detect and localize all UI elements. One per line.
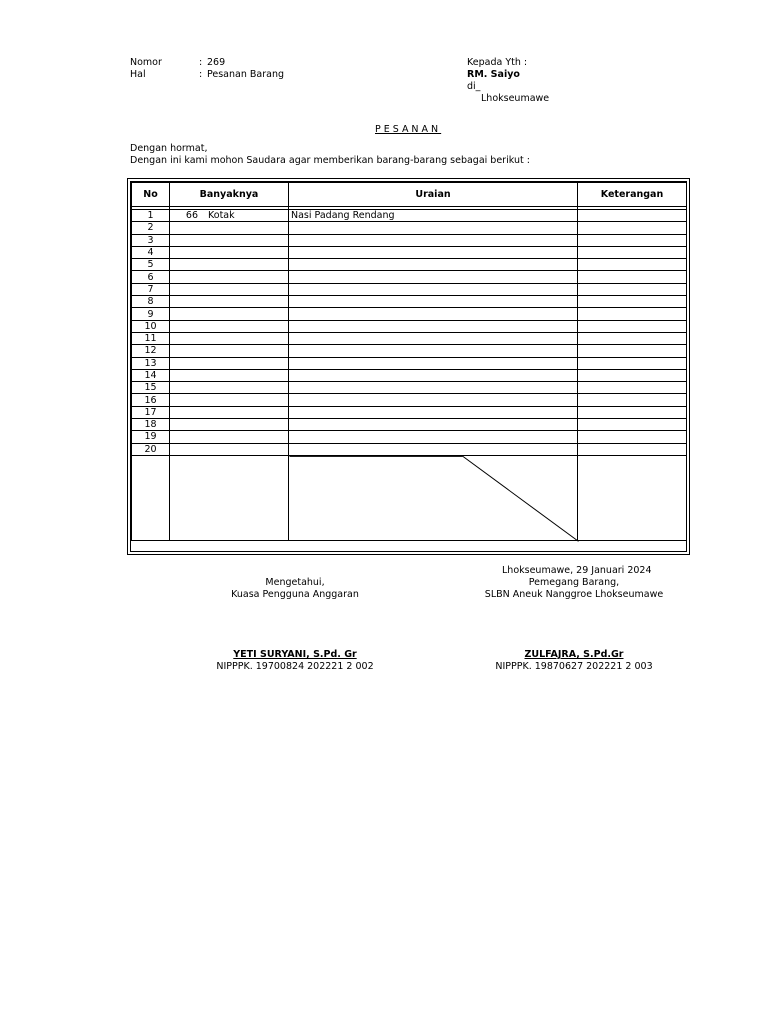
- left-sign-nip: NIPPPK. 19700824 202221 2 002: [216, 661, 374, 672]
- row-no: 1: [132, 210, 170, 222]
- intro-text: Dengan ini kami mohon Saudara agar memberikan barang-barang sebagai berikut :: [130, 155, 530, 166]
- recipient-city: Lhokseumawe: [481, 93, 550, 104]
- row-no: 9: [132, 308, 170, 320]
- row-no: 19: [132, 431, 170, 443]
- row-no: 17: [132, 406, 170, 418]
- nomor-label: Nomor: [130, 57, 162, 68]
- row-no: 8: [132, 296, 170, 308]
- diagonal-strike-line: [131, 182, 688, 553]
- row-qty-number: 66: [185, 210, 198, 222]
- left-sign-name: YETI SURYANI, S.Pd. Gr: [233, 649, 357, 660]
- right-sign-line2: SLBN Aneuk Nanggroe Lhokseumawe: [484, 589, 664, 600]
- col-header-no: No: [132, 183, 170, 207]
- row-no: 14: [132, 369, 170, 381]
- row-no: 7: [132, 283, 170, 295]
- row-no: 18: [132, 419, 170, 431]
- row-no: 16: [132, 394, 170, 406]
- recipient-name: RM. Saiyo: [467, 69, 520, 80]
- kepada-label: Kepada Yth :: [467, 57, 528, 68]
- col-header-desc: Uraian: [289, 183, 578, 207]
- row-no: 5: [132, 259, 170, 271]
- row-qty-unit: Kotak: [208, 210, 235, 222]
- greeting: Dengan hormat,: [130, 143, 208, 154]
- row-no: 6: [132, 271, 170, 283]
- right-sign-name: ZULFAJRA, S.Pd.Gr: [524, 649, 624, 660]
- col-header-note: Keterangan: [578, 183, 687, 207]
- order-table-inner: [130, 181, 687, 552]
- row-no: 12: [132, 345, 170, 357]
- di-label: di_: [467, 81, 481, 92]
- row-desc: Nasi Padang Rendang: [289, 210, 578, 222]
- left-sign-line2: Kuasa Pengguna Anggaran: [231, 589, 359, 600]
- right-sign-line1: Pemegang Barang,: [528, 577, 620, 588]
- place-date: Lhokseumawe, 29 Januari 2024: [502, 565, 652, 576]
- row-no: 2: [132, 222, 170, 234]
- document-title: PESANAN: [375, 124, 442, 135]
- right-sign-nip: NIPPPK. 19870627 202221 2 003: [495, 661, 653, 672]
- hal-colon: :: [199, 69, 203, 80]
- row-no: 10: [132, 320, 170, 332]
- col-header-qty: Banyaknya: [170, 183, 289, 207]
- hal-value: Pesanan Barang: [207, 69, 285, 80]
- row-no: 15: [132, 382, 170, 394]
- nomor-colon: :: [199, 57, 203, 68]
- row-no: 4: [132, 246, 170, 258]
- row-no: 20: [132, 443, 170, 455]
- nomor-value: 269: [207, 57, 226, 68]
- order-table-frame: [127, 178, 690, 555]
- row-no: 11: [132, 332, 170, 344]
- row-no: 13: [132, 357, 170, 369]
- row-no: 3: [132, 234, 170, 246]
- left-sign-line1: Mengetahui,: [265, 577, 325, 588]
- hal-label: Hal: [130, 69, 146, 80]
